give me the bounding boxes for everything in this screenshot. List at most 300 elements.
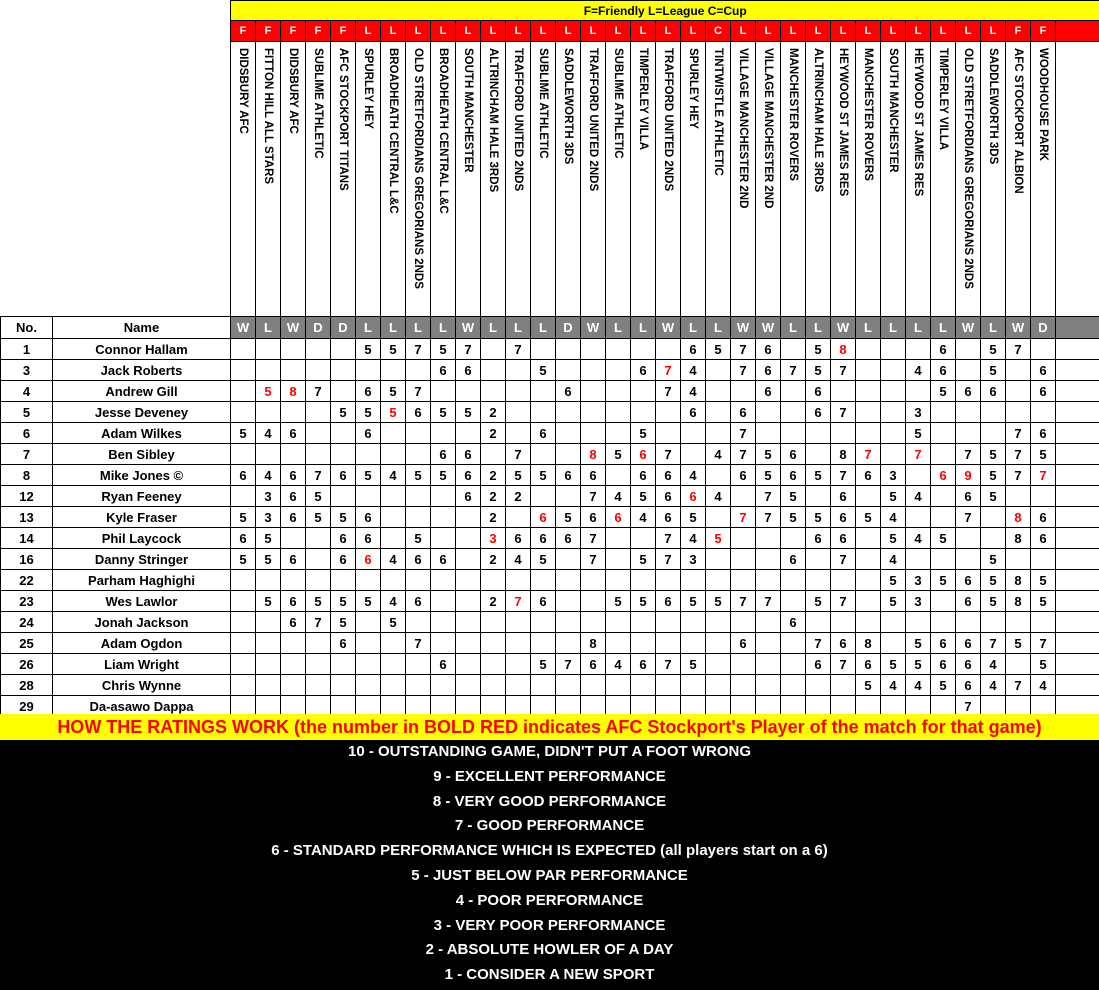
rating-cell: [731, 381, 756, 402]
rating-cell: [356, 633, 381, 654]
rating-cell: [581, 339, 606, 360]
player-number: 14: [1, 528, 53, 549]
rating-cell: [556, 570, 581, 591]
match-type-cell: F: [281, 21, 306, 42]
opponent-name: SOUTH MANCHESTER: [462, 48, 474, 173]
rating-cell: 6: [806, 381, 831, 402]
player-name: Adam Wilkes: [53, 423, 231, 444]
rating-cell: 6: [331, 465, 356, 486]
match-type-cell: L: [506, 21, 531, 42]
rating-cell: 5: [931, 528, 956, 549]
rating-cell: [331, 486, 356, 507]
rating-cell: [631, 612, 656, 633]
rating-cell: 8: [1006, 591, 1031, 612]
player-row: [1, 339, 1099, 360]
rating-cell: [706, 570, 731, 591]
rating-cell: 7: [1006, 465, 1031, 486]
rating-cell: [231, 570, 256, 591]
rating-cell: 6: [331, 528, 356, 549]
rating-cell: [706, 612, 731, 633]
rating-cell: [456, 507, 481, 528]
match-result-cell: W: [1006, 317, 1031, 339]
player-row: [1, 549, 1099, 570]
rating-cell: [356, 486, 381, 507]
player-number: 13: [1, 507, 53, 528]
rating-cell: 6: [406, 402, 431, 423]
rating-cell: [556, 339, 581, 360]
rating-cell: 2: [481, 486, 506, 507]
match-result-cell: W: [456, 317, 481, 339]
rating-cell: [531, 612, 556, 633]
rating-cell: 4: [256, 423, 281, 444]
match-result-cell: L: [356, 317, 381, 339]
rating-cell: [331, 654, 356, 675]
match-type-cell: L: [631, 21, 656, 42]
rating-cell: 6: [1031, 528, 1056, 549]
rating-cell: [431, 507, 456, 528]
motm-rating-cell: 7: [1031, 465, 1056, 486]
rating-cell: 7: [581, 486, 606, 507]
rating-cell: [856, 528, 881, 549]
rating-cell: 4: [381, 591, 406, 612]
rating-cell: [306, 423, 331, 444]
player-row: [1, 402, 1099, 423]
rating-cell: [956, 339, 981, 360]
rating-cell: [931, 444, 956, 465]
rating-cell: [706, 549, 731, 570]
rating-cell: [956, 402, 981, 423]
rating-cell: [306, 339, 331, 360]
rating-cell: 5: [331, 591, 356, 612]
rating-empty: [1056, 360, 1099, 381]
opponent-name: SADDLEWORTH 3DS: [562, 48, 574, 165]
opponent-name: VILLAGE MANCHESTER 2ND: [737, 48, 749, 209]
opponent-header: [1031, 42, 1056, 317]
opponent-header: [531, 42, 556, 317]
rating-cell: [681, 570, 706, 591]
rating-cell: [781, 654, 806, 675]
rating-cell: 6: [556, 528, 581, 549]
rating-cell: [381, 444, 406, 465]
rating-cell: 5: [306, 486, 331, 507]
rating-cell: 7: [1006, 675, 1031, 696]
rating-cell: 7: [656, 528, 681, 549]
opponent-name: TIMPERLEY VILLA: [937, 48, 949, 151]
rating-cell: [831, 381, 856, 402]
opponent-header: [781, 42, 806, 317]
rating-cell: 5: [306, 591, 331, 612]
rating-cell: 6: [956, 570, 981, 591]
motm-rating-cell: 8: [281, 381, 306, 402]
rating-scale-line: 7 - GOOD PERFORMANCE: [454, 817, 645, 835]
opponent-header: [956, 42, 981, 317]
rating-cell: [631, 528, 656, 549]
opponent-header: [506, 42, 531, 317]
rating-cell: 3: [906, 591, 931, 612]
rating-cell: 7: [831, 549, 856, 570]
rating-cell: 5: [1031, 654, 1056, 675]
rating-empty: [1056, 528, 1099, 549]
rating-cell: [231, 612, 256, 633]
rating-cell: 6: [781, 612, 806, 633]
rating-cell: [931, 402, 956, 423]
rating-cell: [231, 675, 256, 696]
rating-cell: 5: [406, 465, 431, 486]
rating-empty: [1056, 612, 1099, 633]
player-name: Ryan Feeney: [53, 486, 231, 507]
match-type-cell: L: [881, 21, 906, 42]
match-type-cell: L: [481, 21, 506, 42]
match-result-cell: D: [556, 317, 581, 339]
player-number: 1: [1, 339, 53, 360]
match-result-empty: [1056, 317, 1099, 339]
rating-cell: 5: [631, 486, 656, 507]
match-result-cell: W: [231, 317, 256, 339]
rating-cell: 7: [581, 549, 606, 570]
player-name: Connor Hallam: [53, 339, 231, 360]
opponent-header: [856, 42, 881, 317]
rating-cell: 5: [431, 339, 456, 360]
rating-cell: [856, 402, 881, 423]
match-type-cell: L: [931, 21, 956, 42]
match-result-cell: L: [931, 317, 956, 339]
rating-cell: 5: [356, 402, 381, 423]
rating-cell: 5: [531, 465, 556, 486]
player-number: 16: [1, 549, 53, 570]
match-type-cell: C: [706, 21, 731, 42]
rating-empty: [1056, 381, 1099, 402]
rating-cell: 8: [1006, 528, 1031, 549]
rating-cell: [281, 675, 306, 696]
opponent-name: MANCHESTER ROVERS: [787, 48, 799, 181]
rating-cell: [531, 486, 556, 507]
rating-cell: 5: [256, 549, 281, 570]
rating-cell: [406, 570, 431, 591]
rating-cell: 5: [881, 528, 906, 549]
rating-cell: [606, 612, 631, 633]
rating-cell: [356, 675, 381, 696]
rating-cell: 2: [481, 549, 506, 570]
rating-cell: 5: [531, 360, 556, 381]
rating-cell: [631, 675, 656, 696]
rating-cell: [306, 444, 331, 465]
rating-cell: [556, 444, 581, 465]
rating-cell: [856, 423, 881, 444]
rating-cell: [806, 549, 831, 570]
motm-rating-cell: 6: [356, 549, 381, 570]
rating-cell: [256, 633, 281, 654]
rating-cell: [506, 612, 531, 633]
rating-cell: [656, 423, 681, 444]
rating-cell: 5: [256, 591, 281, 612]
rating-cell: [1031, 486, 1056, 507]
rating-cell: 6: [681, 402, 706, 423]
rating-cell: 7: [506, 339, 531, 360]
match-type-cell: L: [356, 21, 381, 42]
opponent-name: OLD STRETFORDIANS GREGORIANS 2NDS: [412, 48, 424, 289]
rating-cell: [681, 423, 706, 444]
rating-cell: 6: [631, 360, 656, 381]
opponent-header: [556, 42, 581, 317]
rating-cell: 4: [906, 675, 931, 696]
match-result-cell: L: [881, 317, 906, 339]
rating-cell: 6: [931, 633, 956, 654]
rating-cell: 6: [281, 612, 306, 633]
rating-cell: [881, 612, 906, 633]
rating-cell: 7: [756, 507, 781, 528]
rating-cell: 6: [731, 465, 756, 486]
rating-cell: [731, 528, 756, 549]
rating-cell: 7: [656, 549, 681, 570]
player-name: Adam Ogdon: [53, 633, 231, 654]
rating-cell: [281, 633, 306, 654]
rating-cell: [781, 402, 806, 423]
rating-cell: 6: [431, 654, 456, 675]
rating-cell: 5: [231, 423, 256, 444]
rating-cell: [931, 486, 956, 507]
motm-rating-cell: 5: [381, 402, 406, 423]
match-result-cell: L: [781, 317, 806, 339]
rating-cell: 7: [306, 465, 331, 486]
opponent-name: TRAFFORD UNITED 2NDS: [662, 48, 674, 192]
rating-cell: 6: [456, 444, 481, 465]
rating-cell: [1006, 486, 1031, 507]
rating-cell: [781, 528, 806, 549]
rating-cell: [756, 612, 781, 633]
rating-cell: 6: [356, 423, 381, 444]
rating-cell: [756, 633, 781, 654]
rating-cell: [481, 360, 506, 381]
rating-cell: [531, 675, 556, 696]
rating-cell: 6: [656, 591, 681, 612]
motm-rating-cell: 7: [856, 444, 881, 465]
match-result-cell: L: [256, 317, 281, 339]
rating-cell: 6: [681, 339, 706, 360]
rating-cell: 6: [856, 654, 881, 675]
rating-cell: [581, 675, 606, 696]
rating-cell: 8: [831, 444, 856, 465]
rating-cell: 5: [381, 381, 406, 402]
rating-cell: [1006, 381, 1031, 402]
rating-cell: [756, 423, 781, 444]
player-row: [1, 675, 1099, 696]
rating-cell: [931, 423, 956, 444]
opponent-name: SUBLIME ATHLETIC: [537, 48, 549, 159]
match-result-cell: L: [531, 317, 556, 339]
rating-empty: [1056, 444, 1099, 465]
rating-cell: [831, 675, 856, 696]
rating-cell: 4: [606, 486, 631, 507]
rating-cell: 6: [431, 549, 456, 570]
opponent-name: HEYWOOD ST JAMES RES: [912, 48, 924, 197]
rating-cell: 5: [906, 423, 931, 444]
match-type-cell: F: [306, 21, 331, 42]
rating-cell: [406, 423, 431, 444]
player-number: 22: [1, 570, 53, 591]
opponent-name: TRAFFORD UNITED 2NDS: [587, 48, 599, 192]
opponent-header: [706, 42, 731, 317]
rating-cell: [481, 339, 506, 360]
rating-cell: 7: [1031, 633, 1056, 654]
rating-cell: [781, 633, 806, 654]
rating-cell: [806, 486, 831, 507]
player-row: [1, 654, 1099, 675]
rating-cell: [831, 423, 856, 444]
rating-cell: [956, 549, 981, 570]
rating-cell: 6: [631, 654, 656, 675]
rating-cell: [381, 528, 406, 549]
rating-scale-line: 6 - STANDARD PERFORMANCE WHICH IS EXPECTED (all players start on a 6): [271, 842, 828, 860]
rating-cell: [256, 570, 281, 591]
rating-cell: [806, 444, 831, 465]
rating-cell: [906, 612, 931, 633]
rating-cell: 8: [581, 633, 606, 654]
match-type-cell: L: [831, 21, 856, 42]
player-row: [1, 570, 1099, 591]
motm-rating-cell: 7: [906, 444, 931, 465]
rating-cell: 6: [806, 402, 831, 423]
rating-cell: [281, 360, 306, 381]
opponent-name: OLD STRETFORDIANS GREGORIANS 2NDS: [962, 48, 974, 289]
rating-cell: 2: [481, 465, 506, 486]
match-type-cell: L: [581, 21, 606, 42]
rating-cell: 6: [656, 486, 681, 507]
rating-cell: [306, 402, 331, 423]
rating-cell: 4: [381, 465, 406, 486]
rating-cell: 7: [306, 381, 331, 402]
opponent-name: AFC STOCKPORT ALBION: [1012, 48, 1024, 194]
rating-cell: 6: [431, 360, 456, 381]
rating-cell: 7: [781, 360, 806, 381]
rating-cell: 5: [306, 507, 331, 528]
rating-cell: [481, 654, 506, 675]
rating-cell: [706, 507, 731, 528]
rating-cell: [506, 675, 531, 696]
player-name: Andrew Gill: [53, 381, 231, 402]
rating-cell: [431, 570, 456, 591]
rating-cell: [681, 444, 706, 465]
rating-cell: [1006, 402, 1031, 423]
rating-cell: 4: [606, 654, 631, 675]
rating-scale-line: 10 - OUTSTANDING GAME, DIDN'T PUT A FOOT WRONG: [347, 743, 751, 760]
rating-cell: [581, 570, 606, 591]
rating-cell: [856, 549, 881, 570]
motm-rating-cell: 3: [481, 528, 506, 549]
rating-cell: 2: [481, 423, 506, 444]
rating-cell: 4: [506, 549, 531, 570]
rating-cell: [881, 633, 906, 654]
player-number: 29: [1, 696, 53, 717]
rating-cell: [856, 360, 881, 381]
rating-cell: 5: [981, 465, 1006, 486]
rating-cell: 6: [581, 654, 606, 675]
rating-cell: [431, 675, 456, 696]
rating-cell: [706, 654, 731, 675]
rating-cell: [281, 444, 306, 465]
rating-cell: [381, 360, 406, 381]
rating-cell: [331, 570, 356, 591]
rating-cell: [706, 675, 731, 696]
rating-cell: [281, 654, 306, 675]
rating-cell: 7: [406, 633, 431, 654]
rating-cell: [906, 549, 931, 570]
match-type-cell: L: [906, 21, 931, 42]
rating-cell: 3: [256, 486, 281, 507]
rating-scale-line: 8 - VERY GOOD PERFORMANCE: [432, 792, 667, 810]
rating-cell: 6: [631, 465, 656, 486]
rating-cell: 6: [731, 402, 756, 423]
rating-cell: 7: [731, 444, 756, 465]
match-result-cell: L: [381, 317, 406, 339]
rating-cell: [631, 402, 656, 423]
player-row: [1, 444, 1099, 465]
rating-cell: [731, 675, 756, 696]
opponent-header: [331, 42, 356, 317]
rating-empty: [1056, 549, 1099, 570]
rating-cell: 5: [331, 612, 356, 633]
rating-cell: [306, 549, 331, 570]
rating-cell: [731, 549, 756, 570]
match-result-cell: W: [731, 317, 756, 339]
rating-cell: 6: [656, 507, 681, 528]
rating-cell: [506, 402, 531, 423]
rating-cell: 7: [506, 444, 531, 465]
rating-cell: 5: [906, 633, 931, 654]
rating-scale-line: 1 - CONSIDER A NEW SPORT: [444, 966, 655, 984]
player-name: Jesse Deveney: [53, 402, 231, 423]
rating-cell: 5: [431, 465, 456, 486]
match-type-cell: L: [731, 21, 756, 42]
rating-cell: 4: [881, 549, 906, 570]
rating-cell: [881, 402, 906, 423]
rating-cell: [231, 633, 256, 654]
opponent-header: [481, 42, 506, 317]
rating-cell: [1031, 549, 1056, 570]
rating-cell: [656, 402, 681, 423]
rating-cell: [881, 381, 906, 402]
rating-empty: [1056, 423, 1099, 444]
rating-cell: 5: [431, 402, 456, 423]
rating-cell: [631, 381, 656, 402]
rating-cell: [481, 675, 506, 696]
rating-cell: [956, 360, 981, 381]
rating-cell: [556, 549, 581, 570]
rating-cell: [606, 423, 631, 444]
rating-scale-line: 9 - EXCELLENT PERFORMANCE: [433, 767, 666, 785]
rating-cell: 6: [231, 528, 256, 549]
rating-cell: [881, 444, 906, 465]
rating-cell: 6: [1031, 381, 1056, 402]
motm-rating-cell: 6: [606, 507, 631, 528]
rating-cell: [231, 360, 256, 381]
opponent-name: SPURLEY HEY: [362, 48, 374, 129]
player-row: [1, 633, 1099, 654]
rating-empty: [1056, 465, 1099, 486]
rating-cell: [456, 633, 481, 654]
rating-cell: 6: [331, 549, 356, 570]
opponent-header: [631, 42, 656, 317]
rating-cell: 5: [331, 507, 356, 528]
rating-cell: [381, 486, 406, 507]
rating-cell: 5: [456, 402, 481, 423]
ratings-explanation-title: HOW THE RATINGS WORK (the number in BOLD RED indicates AFC Stockport's Player of the match for that game): [0, 714, 1099, 740]
match-type-cell: L: [606, 21, 631, 42]
motm-rating-cell: 5: [706, 528, 731, 549]
rating-cell: 4: [381, 549, 406, 570]
rating-cell: [531, 633, 556, 654]
rating-cell: 7: [556, 654, 581, 675]
rating-cell: [981, 528, 1006, 549]
